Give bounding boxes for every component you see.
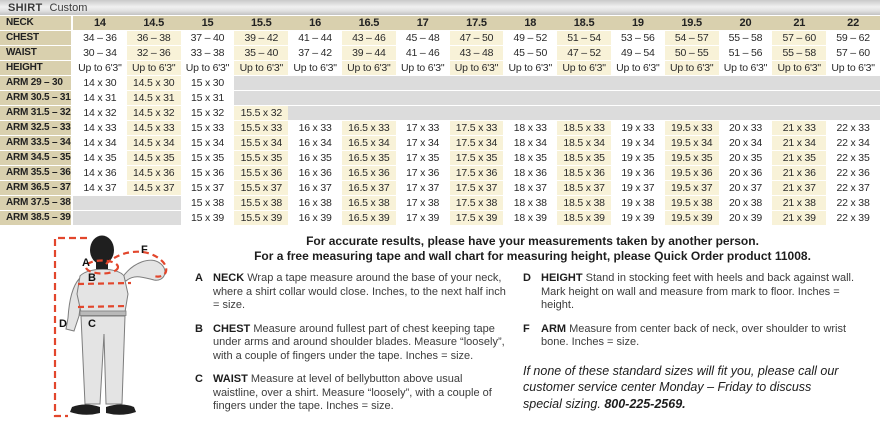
size-cell: 47 – 50 bbox=[450, 31, 504, 46]
size-cell: 19.5 x 34 bbox=[665, 136, 719, 151]
neck-size-header: 21 bbox=[772, 16, 826, 31]
size-cell: 51 – 56 bbox=[719, 46, 773, 61]
table-row bbox=[0, 151, 880, 166]
intro-line-2: For a free measuring tape and wall chart for measuring height, please Quick Order product 11008. bbox=[254, 248, 811, 263]
instruction-item-arm bbox=[523, 323, 870, 350]
size-cell: 36 – 38 bbox=[127, 31, 181, 46]
empty-cell bbox=[234, 76, 288, 91]
neck-header-row bbox=[0, 16, 880, 31]
size-cell: 21 x 39 bbox=[772, 211, 826, 226]
size-cell: 21 x 38 bbox=[772, 196, 826, 211]
size-cell: 14 x 30 bbox=[73, 76, 127, 91]
empty-cell bbox=[826, 106, 880, 121]
neck-size-header: 20 bbox=[719, 16, 773, 31]
size-cell: 15 x 37 bbox=[181, 181, 235, 196]
size-cell: 50 – 55 bbox=[665, 46, 719, 61]
size-cell: 15.5 x 35 bbox=[234, 151, 288, 166]
instruction-letter: F bbox=[523, 322, 530, 335]
empty-cell bbox=[772, 106, 826, 121]
size-cell: 18.5 x 36 bbox=[557, 166, 611, 181]
size-cell: 16 x 37 bbox=[288, 181, 342, 196]
empty-cell bbox=[234, 91, 288, 106]
size-cell: 19 x 35 bbox=[611, 151, 665, 166]
size-cell: Up to 6'3" bbox=[342, 61, 396, 76]
size-cell: Up to 6'3" bbox=[611, 61, 665, 76]
size-cell: 19 x 39 bbox=[611, 211, 665, 226]
empty-cell bbox=[73, 211, 127, 226]
intro-line-1: For accurate results, please have your measurements taken by another person. bbox=[306, 234, 759, 248]
waistband bbox=[80, 311, 126, 316]
instruction-term: NECK bbox=[213, 272, 248, 284]
size-cell: 15.5 x 34 bbox=[234, 136, 288, 151]
size-cell: 14.5 x 31 bbox=[127, 91, 181, 106]
size-cell: 41 – 44 bbox=[288, 31, 342, 46]
neck-size-header: 14 bbox=[73, 16, 127, 31]
size-cell: 16.5 x 39 bbox=[342, 211, 396, 226]
instruction-letter: B bbox=[195, 322, 203, 335]
size-cell: 22 x 39 bbox=[826, 211, 880, 226]
size-cell: 15.5 x 38 bbox=[234, 196, 288, 211]
size-cell: 20 x 36 bbox=[719, 166, 773, 181]
row-label: ARM 33.5 – 34 bbox=[0, 136, 73, 151]
size-cell: Up to 6'3" bbox=[181, 61, 235, 76]
size-cell: 19 x 34 bbox=[611, 136, 665, 151]
instruction-column-left bbox=[195, 272, 507, 424]
size-cell: Up to 6'3" bbox=[73, 61, 127, 76]
size-cell: 45 – 50 bbox=[503, 46, 557, 61]
row-label: ARM 31.5 – 32 bbox=[0, 106, 73, 121]
instruction-text: HEIGHT Stand in stocking feet with heels and back against wall. Mark height on wall and measure from mark to floor. Inches = height. bbox=[541, 272, 855, 311]
measuring-instructions-section bbox=[0, 226, 880, 438]
size-cell: 18 x 35 bbox=[503, 151, 557, 166]
empty-cell bbox=[288, 106, 342, 121]
size-cell: 18 x 33 bbox=[503, 121, 557, 136]
size-cell: 22 x 33 bbox=[826, 121, 880, 136]
size-cell: 17.5 x 34 bbox=[450, 136, 504, 151]
table-row bbox=[0, 166, 880, 181]
row-label: ARM 32.5 – 33 bbox=[0, 121, 73, 136]
neck-size-header: 19 bbox=[611, 16, 665, 31]
size-cell: 14.5 x 32 bbox=[127, 106, 181, 121]
size-cell: 19 x 38 bbox=[611, 196, 665, 211]
size-cell: 19 x 36 bbox=[611, 166, 665, 181]
customer-service-phone: 800-225-2569. bbox=[604, 396, 686, 411]
size-cell: 34 – 36 bbox=[73, 31, 127, 46]
size-cell: 14 x 37 bbox=[73, 181, 127, 196]
size-cell: 15 x 38 bbox=[181, 196, 235, 211]
section-subtitle: Custom bbox=[49, 2, 88, 14]
size-cell: 18.5 x 34 bbox=[557, 136, 611, 151]
neck-size-header: 16.5 bbox=[342, 16, 396, 31]
size-cell: 18.5 x 37 bbox=[557, 181, 611, 196]
row-label: ARM 37.5 – 38 bbox=[0, 196, 73, 211]
empty-cell bbox=[557, 91, 611, 106]
neck-size-header: 17 bbox=[396, 16, 450, 31]
instruction-term: ARM bbox=[541, 322, 570, 335]
neck-size-header: 19.5 bbox=[665, 16, 719, 31]
size-cell: 21 x 37 bbox=[772, 181, 826, 196]
instruction-text: WAIST Measure at level of bellybutton above usual waistline, over a shirt. Measure “loosely”, with a couple of fingers under the tape. Inches = size. bbox=[213, 373, 492, 412]
empty-cell bbox=[127, 196, 181, 211]
size-cell: 19.5 x 37 bbox=[665, 181, 719, 196]
size-cell: 15 x 33 bbox=[181, 121, 235, 136]
empty-cell bbox=[611, 76, 665, 91]
size-cell: 35 – 40 bbox=[234, 46, 288, 61]
empty-cell bbox=[450, 91, 504, 106]
size-cell: 18.5 x 33 bbox=[557, 121, 611, 136]
instruction-column-right bbox=[507, 272, 870, 424]
size-cell: 15.5 x 37 bbox=[234, 181, 288, 196]
size-cell: 21 x 36 bbox=[772, 166, 826, 181]
right-shoe bbox=[106, 405, 136, 415]
size-cell: 14.5 x 37 bbox=[127, 181, 181, 196]
measurement-figure bbox=[0, 228, 195, 438]
size-cell: 15 x 35 bbox=[181, 151, 235, 166]
row-label: ARM 36.5 – 37 bbox=[0, 181, 73, 196]
empty-cell bbox=[396, 76, 450, 91]
size-cell: 14 x 31 bbox=[73, 91, 127, 106]
empty-cell bbox=[557, 106, 611, 121]
size-cell: 17.5 x 35 bbox=[450, 151, 504, 166]
size-cell: 17 x 33 bbox=[396, 121, 450, 136]
row-label: ARM 35.5 – 36 bbox=[0, 166, 73, 181]
instruction-item-height bbox=[523, 272, 870, 313]
empty-cell bbox=[665, 91, 719, 106]
size-cell: 15 x 32 bbox=[181, 106, 235, 121]
size-cell: 17 x 34 bbox=[396, 136, 450, 151]
instruction-letter: D bbox=[523, 272, 531, 284]
empty-cell bbox=[719, 106, 773, 121]
empty-cell bbox=[665, 76, 719, 91]
size-cell: 14.5 x 36 bbox=[127, 166, 181, 181]
size-cell: 57 – 60 bbox=[772, 31, 826, 46]
size-cell: 20 x 38 bbox=[719, 196, 773, 211]
size-cell: 20 x 34 bbox=[719, 136, 773, 151]
size-cell: 21 x 33 bbox=[772, 121, 826, 136]
size-cell: 17.5 x 33 bbox=[450, 121, 504, 136]
size-cell: Up to 6'3" bbox=[772, 61, 826, 76]
size-cell: 14 x 36 bbox=[73, 166, 127, 181]
size-cell: 57 – 60 bbox=[826, 46, 880, 61]
table-row bbox=[0, 61, 880, 76]
row-label: WAIST bbox=[0, 46, 73, 61]
row-label: HEIGHT bbox=[0, 61, 73, 76]
empty-cell bbox=[288, 76, 342, 91]
instruction-term: WAIST bbox=[213, 373, 251, 385]
table-row bbox=[0, 76, 880, 91]
section-header-bar bbox=[0, 0, 880, 16]
size-cell: 14 x 34 bbox=[73, 136, 127, 151]
size-cell: Up to 6'3" bbox=[719, 61, 773, 76]
size-cell: 17 x 38 bbox=[396, 196, 450, 211]
size-cell: 15.5 x 32 bbox=[234, 106, 288, 121]
row-label: CHEST bbox=[0, 31, 73, 46]
empty-cell bbox=[396, 106, 450, 121]
size-cell: Up to 6'3" bbox=[557, 61, 611, 76]
size-cell: 59 – 62 bbox=[826, 31, 880, 46]
size-cell: 53 – 56 bbox=[611, 31, 665, 46]
empty-cell bbox=[342, 106, 396, 121]
size-cell: 19 x 33 bbox=[611, 121, 665, 136]
size-cell: 15 x 30 bbox=[181, 76, 235, 91]
neck-size-header: 14.5 bbox=[127, 16, 181, 31]
special-sizing-text: If none of these standard sizes will fit you, please call our customer service center Monday – Friday to discuss special sizing. bbox=[523, 363, 839, 411]
size-cell: 19.5 x 36 bbox=[665, 166, 719, 181]
size-cell: 16.5 x 37 bbox=[342, 181, 396, 196]
instruction-letter: C bbox=[195, 373, 203, 385]
empty-cell bbox=[611, 91, 665, 106]
size-cell: 15.5 x 39 bbox=[234, 211, 288, 226]
table-row bbox=[0, 211, 880, 226]
size-cell: 54 – 57 bbox=[665, 31, 719, 46]
size-cell: 16.5 x 35 bbox=[342, 151, 396, 166]
empty-cell bbox=[772, 76, 826, 91]
table-row bbox=[0, 31, 880, 46]
size-cell: 14.5 x 34 bbox=[127, 136, 181, 151]
size-cell: 19.5 x 35 bbox=[665, 151, 719, 166]
special-sizing-note bbox=[523, 363, 870, 413]
neck-size-header: 18 bbox=[503, 16, 557, 31]
table-row bbox=[0, 106, 880, 121]
table-row bbox=[0, 121, 880, 136]
size-cell: 22 x 34 bbox=[826, 136, 880, 151]
size-cell: 41 – 46 bbox=[396, 46, 450, 61]
empty-cell bbox=[396, 91, 450, 106]
size-cell: 18 x 37 bbox=[503, 181, 557, 196]
empty-cell bbox=[826, 76, 880, 91]
size-cell: 22 x 38 bbox=[826, 196, 880, 211]
size-cell: 17.5 x 38 bbox=[450, 196, 504, 211]
size-cell: 16 x 34 bbox=[288, 136, 342, 151]
instruction-letter: A bbox=[195, 272, 203, 284]
size-cell: 21 x 34 bbox=[772, 136, 826, 151]
size-cell: 17.5 x 39 bbox=[450, 211, 504, 226]
neck-size-header: 15.5 bbox=[234, 16, 288, 31]
raised-arm bbox=[122, 260, 165, 281]
size-cell: 15 x 31 bbox=[181, 91, 235, 106]
neck-size-header: 22 bbox=[826, 16, 880, 31]
size-cell: 55 – 58 bbox=[719, 31, 773, 46]
instruction-columns bbox=[195, 272, 870, 424]
instruction-item-neck bbox=[195, 272, 507, 313]
size-cell: 49 – 52 bbox=[503, 31, 557, 46]
instruction-term: CHEST bbox=[213, 322, 254, 335]
table-row bbox=[0, 136, 880, 151]
empty-cell bbox=[557, 76, 611, 91]
size-cell: 14 x 32 bbox=[73, 106, 127, 121]
instruction-text: ARM Measure from center back of neck, over shoulder to wrist bone. Inches = size. bbox=[541, 322, 847, 348]
empty-cell bbox=[73, 196, 127, 211]
person-illustration bbox=[42, 234, 192, 434]
instruction-item-waist bbox=[195, 373, 507, 414]
size-cell: 37 – 40 bbox=[181, 31, 235, 46]
empty-cell bbox=[611, 106, 665, 121]
size-cell: 16 x 33 bbox=[288, 121, 342, 136]
size-cell: 16 x 39 bbox=[288, 211, 342, 226]
empty-cell bbox=[450, 106, 504, 121]
size-cell: 16.5 x 36 bbox=[342, 166, 396, 181]
size-cell: 14 x 33 bbox=[73, 121, 127, 136]
size-cell: 15.5 x 36 bbox=[234, 166, 288, 181]
empty-cell bbox=[503, 106, 557, 121]
size-cell: 16.5 x 33 bbox=[342, 121, 396, 136]
size-cell: Up to 6'3" bbox=[234, 61, 288, 76]
size-cell: Up to 6'3" bbox=[503, 61, 557, 76]
figure-label-neck: A bbox=[82, 257, 90, 269]
size-cell: 39 – 44 bbox=[342, 46, 396, 61]
empty-cell bbox=[772, 91, 826, 106]
size-cell: 15 x 39 bbox=[181, 211, 235, 226]
size-cell: 21 x 35 bbox=[772, 151, 826, 166]
empty-cell bbox=[665, 106, 719, 121]
size-cell: 18 x 36 bbox=[503, 166, 557, 181]
empty-cell bbox=[288, 91, 342, 106]
empty-cell bbox=[719, 76, 773, 91]
size-cell: 47 – 52 bbox=[557, 46, 611, 61]
table-row bbox=[0, 196, 880, 211]
row-label: ARM 38.5 – 39 bbox=[0, 211, 73, 226]
size-cell: 15.5 x 33 bbox=[234, 121, 288, 136]
size-cell: 55 – 58 bbox=[772, 46, 826, 61]
empty-cell bbox=[127, 211, 181, 226]
size-cell: Up to 6'3" bbox=[127, 61, 181, 76]
size-cell: Up to 6'3" bbox=[288, 61, 342, 76]
size-cell: 17 x 35 bbox=[396, 151, 450, 166]
size-cell: 14 x 35 bbox=[73, 151, 127, 166]
size-cell: 14.5 x 33 bbox=[127, 121, 181, 136]
table-row bbox=[0, 46, 880, 61]
size-cell: 20 x 39 bbox=[719, 211, 773, 226]
empty-cell bbox=[503, 91, 557, 106]
empty-cell bbox=[450, 76, 504, 91]
neck-size-header: 18.5 bbox=[557, 16, 611, 31]
size-cell: 18 x 39 bbox=[503, 211, 557, 226]
size-cell: 22 x 36 bbox=[826, 166, 880, 181]
row-label: ARM 30.5 – 31 bbox=[0, 91, 73, 106]
row-label: NECK bbox=[0, 16, 73, 31]
size-cell: Up to 6'3" bbox=[396, 61, 450, 76]
size-cell: Up to 6'3" bbox=[826, 61, 880, 76]
size-cell: 37 – 42 bbox=[288, 46, 342, 61]
size-cell: 45 – 48 bbox=[396, 31, 450, 46]
size-cell: 18.5 x 38 bbox=[557, 196, 611, 211]
size-cell: 17.5 x 37 bbox=[450, 181, 504, 196]
size-table bbox=[0, 16, 880, 226]
size-cell: 14.5 x 35 bbox=[127, 151, 181, 166]
neck-size-header: 16 bbox=[288, 16, 342, 31]
size-cell: 19 x 37 bbox=[611, 181, 665, 196]
size-cell: 17 x 39 bbox=[396, 211, 450, 226]
figure-label-height: D bbox=[59, 318, 67, 330]
neck-size-header: 15 bbox=[181, 16, 235, 31]
instruction-item-chest bbox=[195, 323, 507, 364]
table-row bbox=[0, 181, 880, 196]
size-cell: 51 – 54 bbox=[557, 31, 611, 46]
left-shoe bbox=[70, 405, 100, 415]
instructions-content bbox=[195, 228, 880, 438]
size-cell: 15 x 36 bbox=[181, 166, 235, 181]
empty-cell bbox=[719, 91, 773, 106]
size-cell: 16.5 x 38 bbox=[342, 196, 396, 211]
size-cell: 16 x 36 bbox=[288, 166, 342, 181]
size-cell: 30 – 34 bbox=[73, 46, 127, 61]
empty-cell bbox=[342, 91, 396, 106]
neck bbox=[96, 261, 108, 269]
section-title: SHIRT bbox=[8, 2, 43, 14]
size-cell: 16 x 35 bbox=[288, 151, 342, 166]
size-cell: 18.5 x 35 bbox=[557, 151, 611, 166]
row-label: ARM 34.5 – 35 bbox=[0, 151, 73, 166]
size-cell: 19.5 x 38 bbox=[665, 196, 719, 211]
empty-cell bbox=[342, 76, 396, 91]
size-cell: 17.5 x 36 bbox=[450, 166, 504, 181]
intro-text bbox=[195, 234, 870, 263]
size-cell: 32 – 36 bbox=[127, 46, 181, 61]
figure-label-waist: C bbox=[88, 318, 96, 330]
size-cell: 33 – 38 bbox=[181, 46, 235, 61]
size-cell: 16.5 x 34 bbox=[342, 136, 396, 151]
size-cell: 22 x 35 bbox=[826, 151, 880, 166]
figure-label-chest: B bbox=[88, 272, 96, 284]
size-cell: 18 x 38 bbox=[503, 196, 557, 211]
size-cell: 20 x 37 bbox=[719, 181, 773, 196]
size-cell: 15 x 34 bbox=[181, 136, 235, 151]
size-cell: 39 – 42 bbox=[234, 31, 288, 46]
size-cell: 19.5 x 33 bbox=[665, 121, 719, 136]
size-cell: 20 x 35 bbox=[719, 151, 773, 166]
empty-cell bbox=[503, 76, 557, 91]
figure-label-arm: F bbox=[141, 244, 148, 256]
size-cell: 18 x 34 bbox=[503, 136, 557, 151]
size-cell: 17 x 37 bbox=[396, 181, 450, 196]
size-cell: 43 – 46 bbox=[342, 31, 396, 46]
row-label: ARM 29 – 30 bbox=[0, 76, 73, 91]
size-cell: 43 – 48 bbox=[450, 46, 504, 61]
size-cell: 17 x 36 bbox=[396, 166, 450, 181]
empty-cell bbox=[826, 91, 880, 106]
size-cell: 20 x 33 bbox=[719, 121, 773, 136]
instruction-text: NECK Wrap a tape measure around the base of your neck, where a shirt collar would close. Inches, to the next half inch = size. bbox=[213, 272, 506, 311]
size-cell: 18.5 x 39 bbox=[557, 211, 611, 226]
size-cell: 22 x 37 bbox=[826, 181, 880, 196]
size-cell: Up to 6'3" bbox=[665, 61, 719, 76]
table-row bbox=[0, 91, 880, 106]
size-cell: Up to 6'3" bbox=[450, 61, 504, 76]
size-cell: 19.5 x 39 bbox=[665, 211, 719, 226]
neck-size-header: 17.5 bbox=[450, 16, 504, 31]
size-cell: 49 – 54 bbox=[611, 46, 665, 61]
instruction-term: HEIGHT bbox=[541, 272, 586, 284]
size-cell: 14.5 x 30 bbox=[127, 76, 181, 91]
size-cell: 16 x 38 bbox=[288, 196, 342, 211]
instruction-text: CHEST Measure around fullest part of chest keeping tape under arms and around shoulder blades. Measure “loosely”, with a couple of fingers under the tape. Inches = size. bbox=[213, 322, 505, 362]
